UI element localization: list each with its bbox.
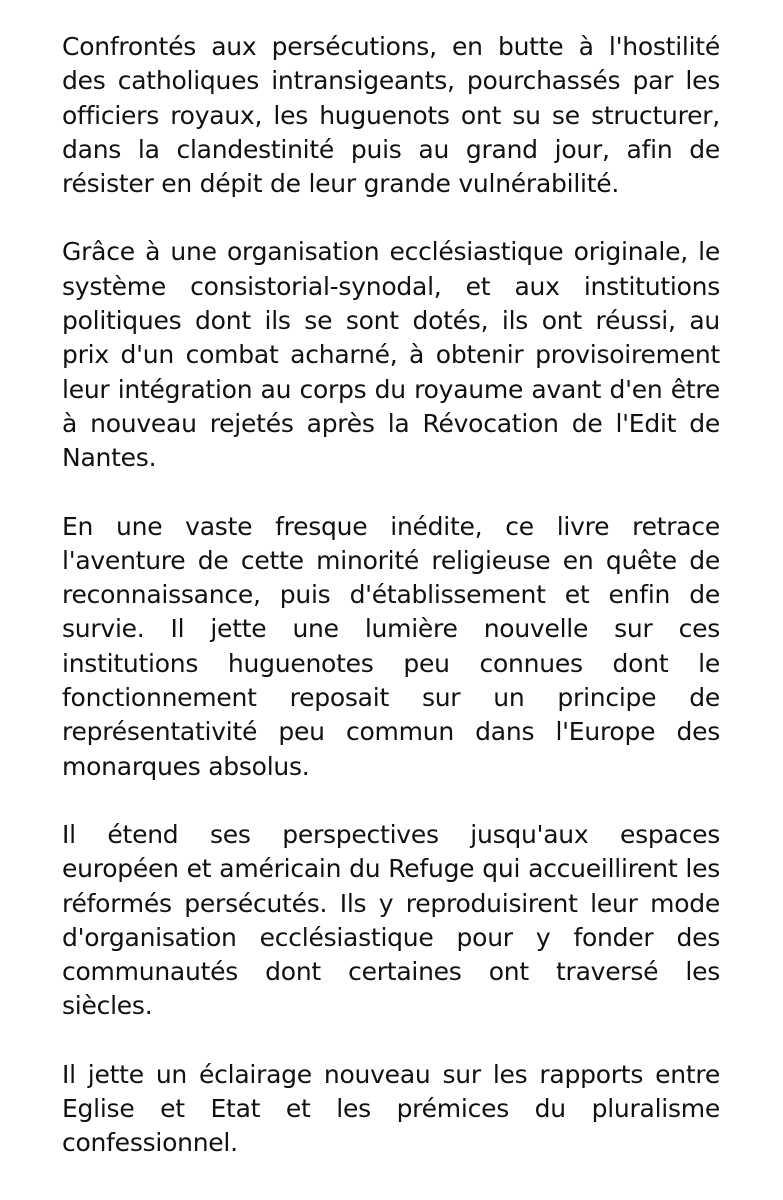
paragraph-2: Grâce à une organisation ecclésiastique originale, le système consistorial-synodal, et aux institutions politiques dont ils se sont dotés, ils ont réussi, au prix d'un combat acharné, à obtenir provisoirement leur intégration au corps du royaume avant d'en être à nouveau rejetés après la Révocation de l'Edit de Nantes.: [62, 237, 720, 473]
text-page: [62, 30, 720, 1195]
paragraph-4: Il étend ses perspectives jusqu'aux espaces européen et américain du Refuge qui accueillirent les réformés persécutés. Ils y reproduisirent leur mode d'organisation ecclésiastique pour y fonder des communautés dont certaines ont traversé les siècles.: [62, 819, 720, 1021]
paragraph-1: Confrontés aux persécutions, en butte à l'hostilité des catholiques intransigeants, pourchassés par les officiers royaux, les huguenots ont su se structurer, dans la clandestinité puis au grand jour, afin de résister en dépit de leur grande vulnérabilité.: [62, 32, 720, 199]
paragraph-3: En une vaste fresque inédite, ce livre retrace l'aventure de cette minorité religieuse en quête de reconnaissance, puis d'établissement et enfin de survie. Il jette une lumière nouvelle sur ces institutions huguenotes peu connues dont le fonctionnement reposait sur un principe de représentativité peu commun dans l'Europe des monarques absolus.: [62, 511, 720, 781]
paragraph-5: Il jette un éclairage nouveau sur les rapports entre Eglise et Etat et les prémices du pluralisme confessionnel.: [62, 1059, 720, 1158]
